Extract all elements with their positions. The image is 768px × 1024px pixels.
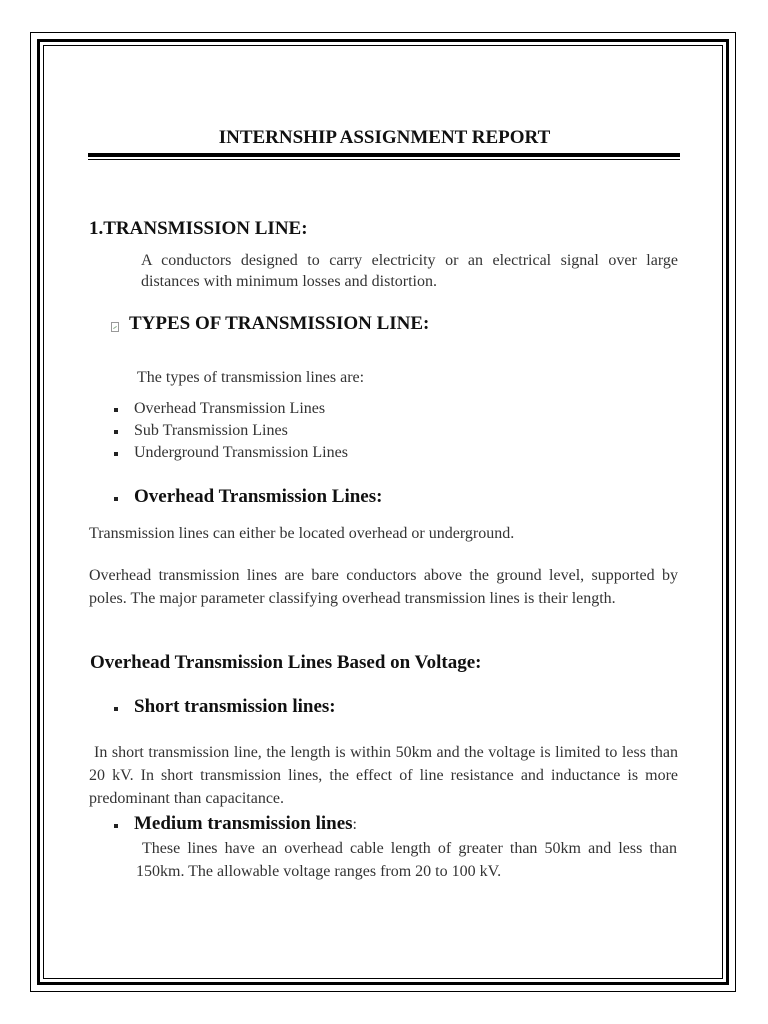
overhead-paragraph-2: Overhead transmission lines are bare conductors above the ground level, supported by poles. The major parameter classifying overhead transmission lines is their length. [89, 567, 678, 607]
voltage-heading: Overhead Transmission Lines Based on Voltage: [90, 652, 482, 673]
list-item: Overhead Transmission Lines [134, 400, 326, 417]
short-lines-text: In short transmission line, the length is within 50km and the voltage is limited to less than 20 kV. In short transmission lines, the effect of line resistance and inductance is more predominant than capacitance. [89, 744, 678, 807]
medium-lines-text: These lines have an overhead cable length of greater than 50km and less than 150km. The allowable voltage ranges from 20 to 100 kV. [136, 840, 677, 880]
transmission-line-definition: A conductors designed to carry electricity or an electrical signal over large distances with minimum losses and distortion. [141, 252, 678, 290]
bullet-marker [114, 497, 118, 501]
types-intro: The types of transmission lines are: [137, 369, 365, 386]
bullet-marker [114, 707, 118, 711]
title-underline-thick [88, 153, 680, 157]
medium-lines-heading [134, 813, 357, 835]
overhead-paragraph-1: Transmission lines can either be located overhead or underground. [89, 525, 515, 542]
medium-lines-heading-text: Medium transmission lines [134, 813, 353, 834]
bullet-marker [114, 408, 118, 412]
bullet-marker [114, 824, 118, 828]
section-heading-transmission-line: 1.TRANSMISSION LINE: [89, 218, 308, 239]
list-item: Underground Transmission Lines [134, 444, 348, 461]
list-item: Sub Transmission Lines [134, 422, 288, 439]
bullet-marker [114, 430, 118, 434]
document-title: INTERNSHIP ASSIGNMENT REPORT [218, 127, 551, 148]
types-heading [111, 313, 429, 335]
overhead-heading: Overhead Transmission Lines: [134, 486, 383, 507]
bullet-marker [114, 452, 118, 456]
medium-lines-colon: : [352, 816, 357, 833]
short-lines-heading: Short transmission lines: [134, 696, 336, 717]
types-heading-text: TYPES OF TRANSMISSION LINE: [129, 313, 430, 334]
broken-image-icon [111, 322, 119, 332]
title-underline-thin [88, 159, 680, 160]
